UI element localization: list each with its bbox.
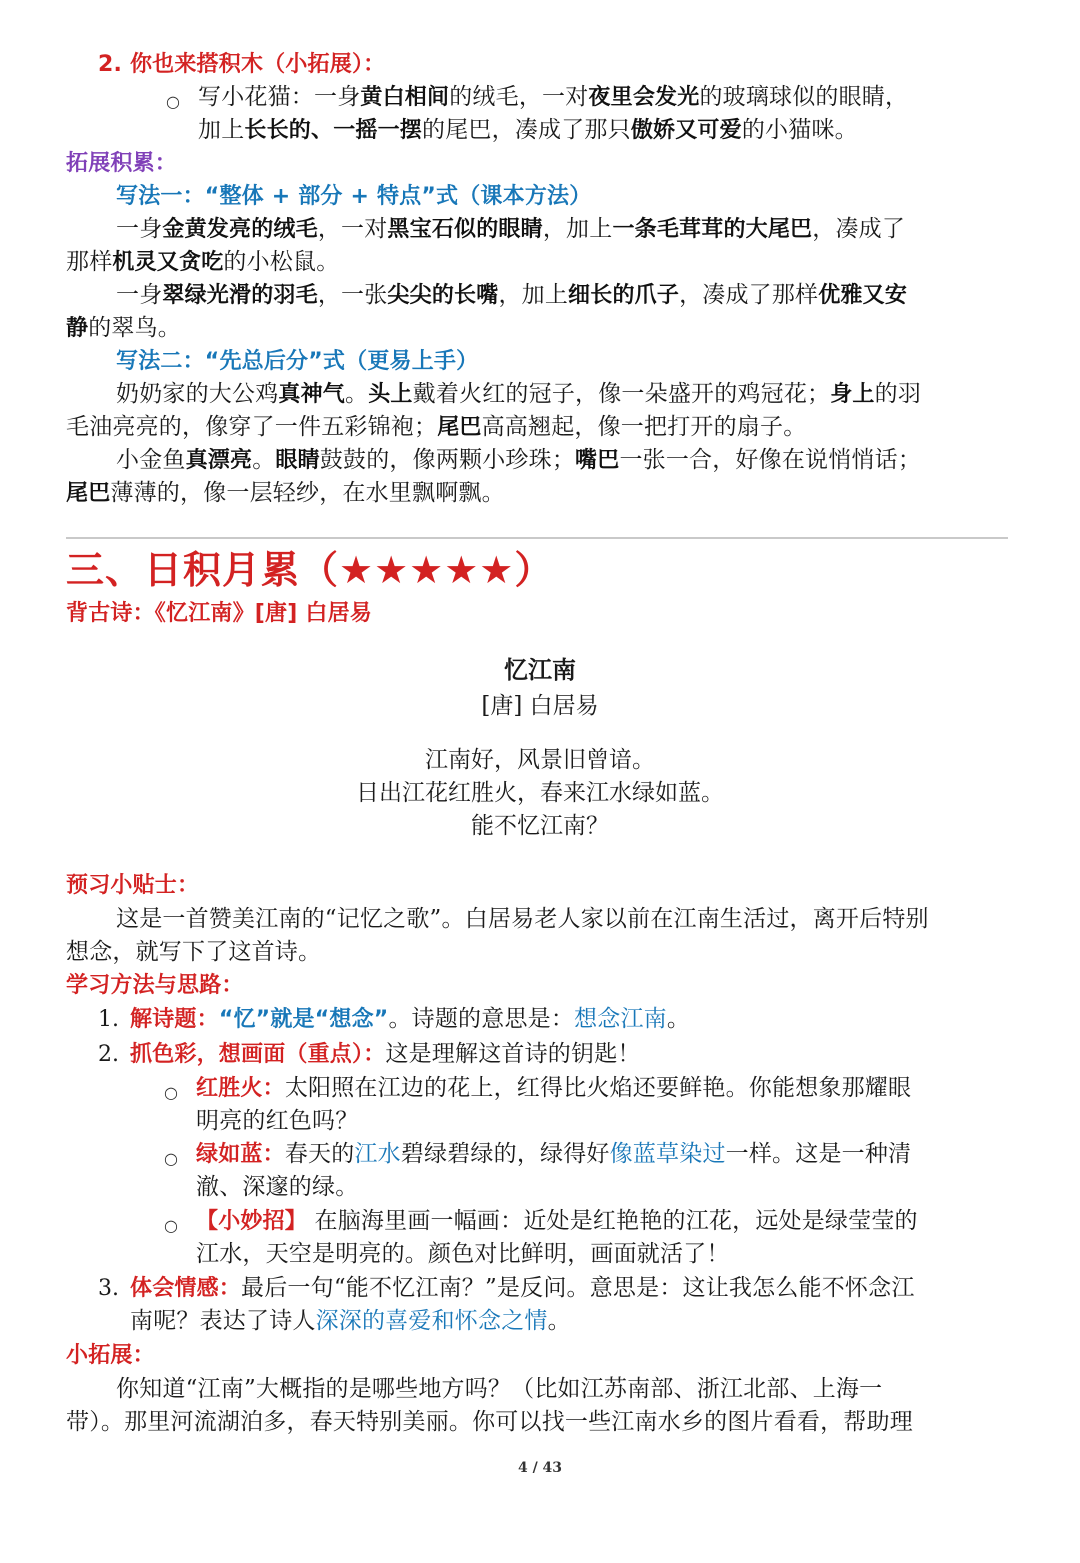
accum-heading: 拓展积累：	[66, 151, 178, 176]
tips-line-1: 这是一首赞美江南的“记忆之歌”。白居易老人家以前在江南生活过，离开后特别	[116, 906, 929, 932]
method1-title: 写法一：“整体 + 部分 + 特点”式（课本方法）	[116, 184, 592, 209]
bullet-icon: ○	[164, 1083, 178, 1102]
accum-p4-line-1: 小金鱼真漂亮。眼睛鼓鼓的，像两颗小珍珠；嘴巴一张一合，好像在说悄悄话；	[116, 447, 922, 473]
sub-item-trick-line-1: 【小妙招】 在脑海里画一幅画：近处是红艳艳的江花，远处是绿莹莹的	[196, 1208, 918, 1234]
method-item-1: 解诗题：“忆”就是“想念”。诗题的意思是：想念江南。	[130, 1006, 691, 1032]
extension-line-1: 你知道“江南”大概指的是哪些地方吗？（比如江苏南部、浙江北部、上海一	[116, 1376, 883, 1402]
ext2-number: 2.	[98, 52, 123, 77]
sub-item-green-line-2: 澈、深邃的绿。	[196, 1174, 359, 1200]
sub-item-green-line-1: 绿如蓝：春天的江水碧绿碧绿的，绿得好像蓝草染过一样。这是一种清	[196, 1141, 912, 1167]
ext2-title: 你也来搭积木（小拓展）：	[129, 52, 386, 77]
accum-p4-line-2: 尾巴薄薄的，像一层轻纱，在水里飘啊飘。	[66, 480, 505, 506]
poem-line-3: 能不忆江南？	[471, 813, 609, 839]
method-item-2: 抓色彩，想画面（重点）：这是理解这首诗的钥匙！	[130, 1041, 641, 1067]
extension-line-2: 带）。那里河流湖泊多，春天特别美丽。你可以找一些江南水乡的图片看看，帮助理	[66, 1409, 913, 1435]
poem-author: [唐] 白居易	[481, 693, 599, 719]
poem-title: 忆江南	[504, 656, 576, 684]
method-item-2-number: 2.	[98, 1042, 119, 1067]
page-number: 4 / 43	[517, 1460, 563, 1476]
sub-item-trick-line-2: 江水，天空是明亮的。颜色对比鲜明，画面就活了！	[196, 1241, 730, 1267]
method2-title: 写法二：“先总后分”式（更易上手）	[116, 349, 479, 374]
accum-p2-line-2: 静的翠鸟。	[66, 315, 182, 341]
bullet-icon: ○	[164, 1149, 178, 1168]
method-heading: 学习方法与思路：	[66, 973, 244, 998]
accum-p3-line-2: 毛油亮亮的，像穿了一件五彩锦袍；尾巴高高翘起，像一把打开的扇子。	[66, 414, 807, 440]
accum-p2-line-1: 一身翠绿光滑的羽毛，一张尖尖的长嘴，加上细长的爪子，凑成了那样优雅又安	[116, 282, 908, 308]
tips-line-2: 想念，就写下了这首诗。	[66, 939, 322, 965]
ext2-line-2: 加上长长的、一摇一摆的尾巴，凑成了那只傲娇又可爱的小猫咪。	[198, 117, 858, 143]
ext2-line-1: 写小花猫：一身黄白相间的绒毛，一对夜里会发光的玻璃球似的眼睛，	[198, 84, 909, 110]
section-divider	[66, 537, 1008, 539]
method-item-3-line-2: 南呢？表达了诗人深深的喜爱和怀念之情。	[130, 1308, 571, 1334]
tips-heading: 预习小贴士：	[66, 873, 200, 898]
section3-title: 三、日积月累（★★★★★）	[66, 548, 554, 592]
sub-item-red-line-1: 红胜火：太阳照在江边的花上，红得比火焰还要鲜艳。你能想象那耀眼	[196, 1075, 912, 1101]
extension-heading: 小拓展：	[66, 1343, 155, 1368]
method-item-3-number: 3.	[98, 1276, 119, 1301]
poem-line-2: 日出江花红胜火，春来江水绿如蓝。	[356, 780, 724, 806]
bullet-icon: ○	[166, 92, 180, 111]
accum-p3-line-1: 奶奶家的大公鸡真神气。头上戴着火红的冠子，像一朵盛开的鸡冠花；身上的羽	[116, 381, 922, 407]
sub-item-red-line-2: 明亮的红色吗？	[196, 1108, 359, 1134]
method-item-1-number: 1.	[98, 1007, 119, 1032]
poem-line-1: 江南好，风景旧曾谙。	[425, 747, 655, 773]
poem-label: 背古诗：《忆江南》[唐] 白居易	[66, 601, 372, 626]
accum-p1-line-1: 一身金黄发亮的绒毛，一对黑宝石似的眼睛，加上一条毛茸茸的大尾巴，凑成了	[116, 216, 906, 242]
method-item-3-line-1: 体会情感：最后一句“能不忆江南？”是反问。意思是：这让我怎么能不怀念江	[130, 1275, 915, 1301]
bullet-icon: ○	[164, 1216, 178, 1235]
accum-p1-line-2: 那样机灵又贪吃的小松鼠。	[66, 249, 340, 275]
ext2-heading	[98, 48, 1048, 81]
